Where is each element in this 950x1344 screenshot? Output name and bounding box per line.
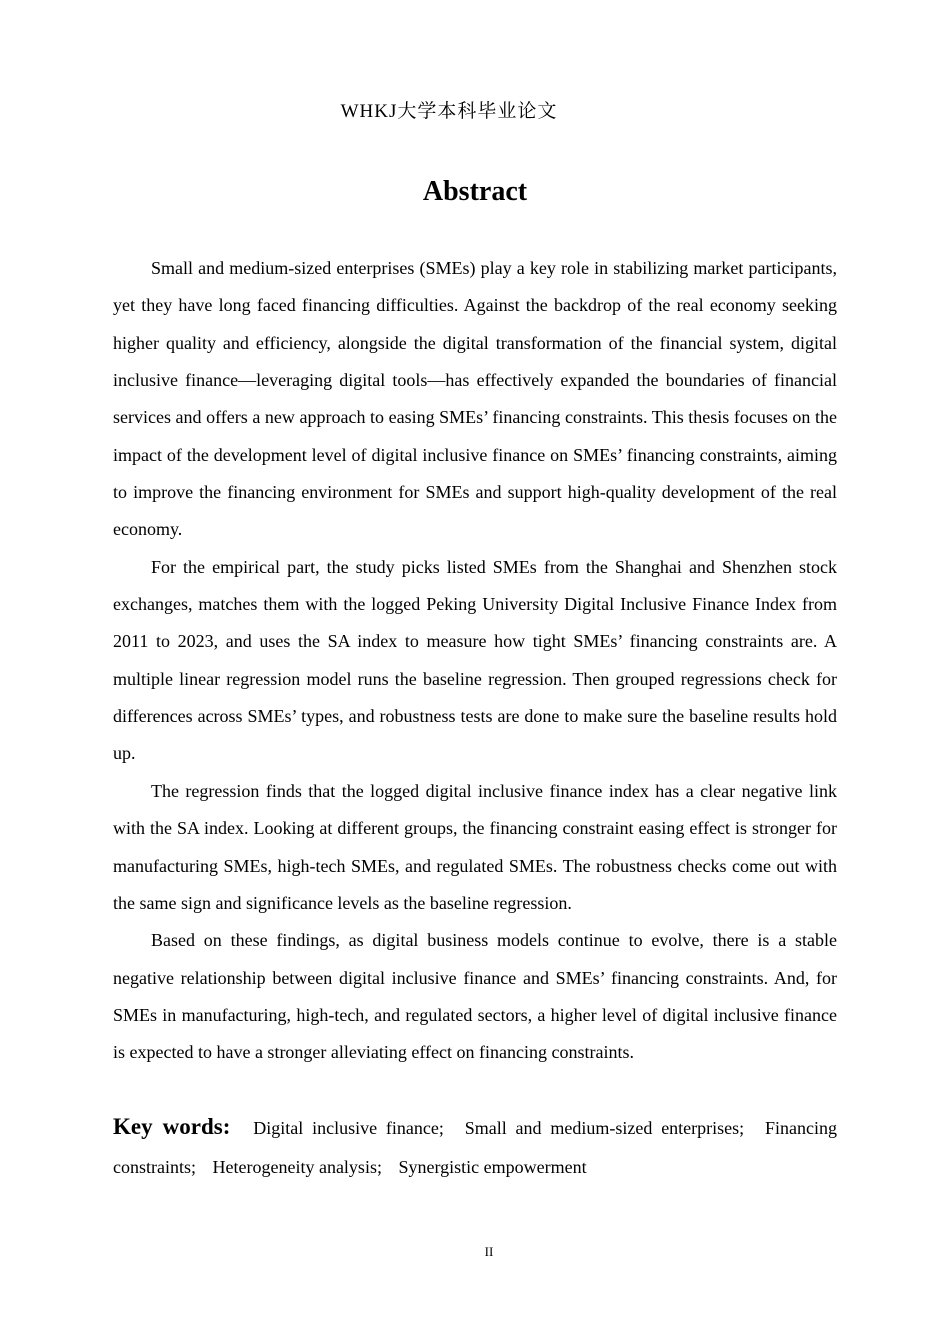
keywords-section: [113, 1107, 837, 1187]
keyword-item: Small and medium-sized enterprises;: [464, 1118, 745, 1138]
keyword-item: Financing constraints;: [113, 1118, 838, 1177]
abstract-title: Abstract: [422, 176, 528, 207]
abstract-paragraph-3: The regression finds that the logged digital inclusive finance index has a clear negative link with the SA index. Looking at different groups, the financing constraint easing effect is stronger for manufacturing SMEs, high-tech SMEs, and regulated SMEs. The robustness checks come out with the same sign and significance levels as the baseline regression.: [113, 780, 837, 913]
keywords-label: Key words:: [113, 1114, 231, 1139]
abstract-paragraph-2: For the empirical part, the study picks listed SMEs from the Shanghai and Shenzhen stock exchanges, matches them with the logged Peking University Digital Inclusive Finance Index from 2011 to 2023, and uses the SA index to measure how tight SMEs’ financing constraints are. A multiple linear regression model runs the baseline regression. Then grouped regressions check for differences across SMEs’ types, and robustness tests are done to make sure the baseline results hold up.: [113, 556, 837, 764]
page-number: II: [484, 1244, 494, 1259]
keyword-item: Digital inclusive finance;: [253, 1118, 444, 1138]
abstract-paragraph-1: Small and medium-sized enterprises (SMEs) play a key role in stabilizing market participants, yet they have long faced financing difficulties. Against the backdrop of the real economy seeking higher quality and efficiency, alongside the digital transformation of the financial system, digital inclusive finance—leveraging digital tools—has effectively expanded the boundaries of financial services and offers a new approach to easing SMEs’ financing constraints. This thesis focuses on the impact of the development level of digital inclusive finance on SMEs’ financing constraints, aiming to improve the financing environment for SMEs and support high-quality development of the real economy.: [113, 258, 837, 540]
abstract-paragraph-4: Based on these findings, as digital business models continue to evolve, there is a stable negative relationship between digital inclusive finance and SMEs’ financing constraints. And, for SMEs in manufacturing, high-tech, and regulated sectors, a higher level of digital inclusive finance is expected to have a stronger alleviating effect on financing constraints.: [113, 930, 837, 1063]
keyword-item: Heterogeneity analysis;: [212, 1157, 382, 1177]
keyword-item: Synergistic empowerment: [398, 1157, 587, 1177]
running-header: WHKJ大学本科毕业论文: [340, 101, 558, 122]
abstract-body: [113, 250, 837, 1072]
